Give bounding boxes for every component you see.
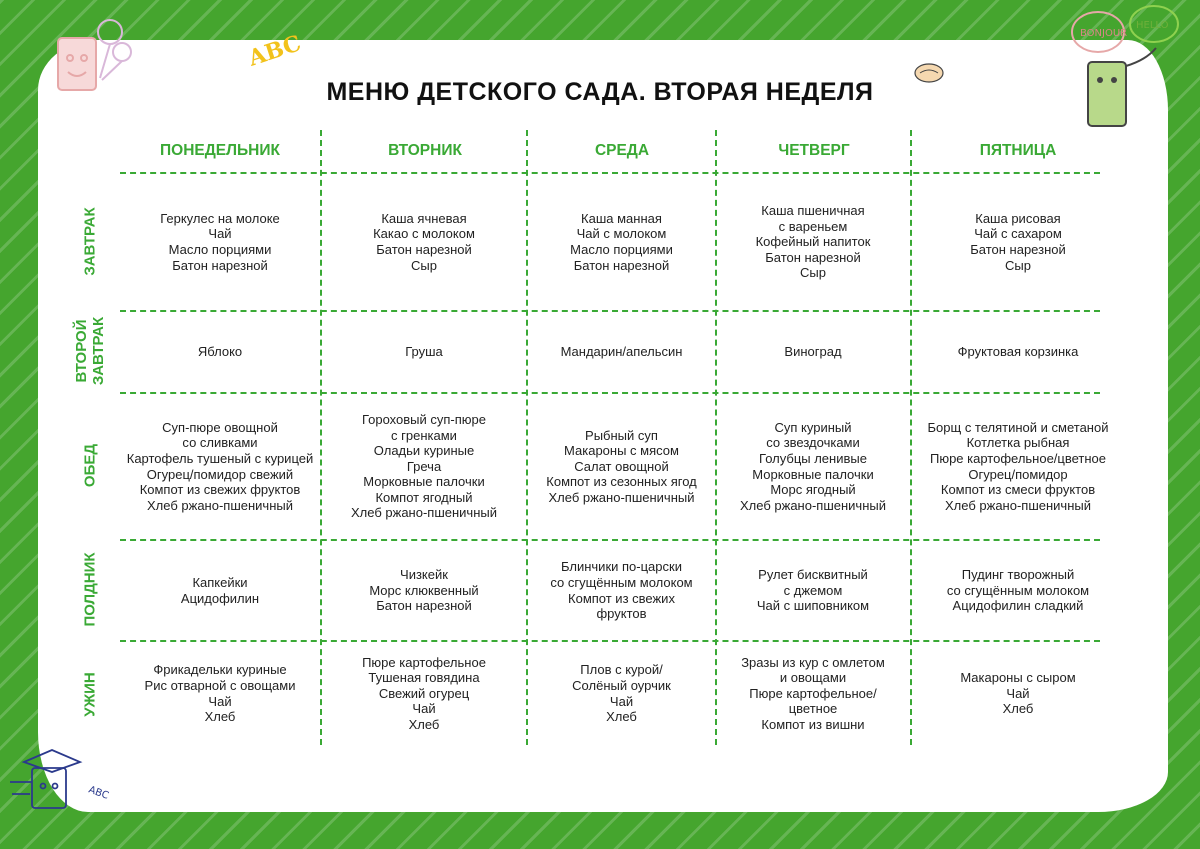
menu-item: Масло порциями	[168, 242, 272, 257]
menu-item: Чай	[208, 226, 232, 242]
menu-item: Ацидофилин сладкий	[952, 598, 1084, 614]
menu-item: Чай	[609, 693, 634, 709]
menu-item-list	[362, 655, 486, 733]
menu-item: Хлеб ржано-пшеничный	[548, 489, 695, 505]
abc-doodle: ABC	[245, 30, 305, 72]
menu-item-list	[160, 211, 280, 273]
menu-item: Чай	[412, 701, 436, 717]
menu-item: Кофейный напиток	[755, 234, 871, 250]
meal-label-line: УЖИН	[81, 672, 99, 717]
menu-item: Чай с молоком	[576, 226, 667, 242]
menu-item: Ацидофилин	[180, 590, 260, 606]
menu-item: Виноград	[784, 344, 842, 360]
menu-item-list	[958, 344, 1079, 360]
menu-item: Хлеб ржано-пшеничный	[147, 497, 293, 513]
menu-item: Чай с сахаром	[974, 226, 1062, 242]
menu-cell-lunch-thursday	[716, 394, 910, 539]
menu-cell-lunch-friday	[912, 394, 1124, 539]
menu-item-list	[757, 567, 869, 614]
menu-item: Хлеб ржано-пшеничный	[945, 497, 1091, 513]
menu-item: Батон нарезной	[376, 242, 472, 257]
menu-item: Зразы из кур с омлетом	[741, 654, 885, 670]
menu-item: Плов с курой/	[580, 662, 663, 678]
menu-item: с вареньем	[778, 218, 848, 234]
menu-item: Пюре картофельное/	[749, 685, 877, 701]
menu-item: фруктов	[596, 606, 647, 622]
menu-cell-dinner-thursday	[716, 642, 910, 745]
menu-item: Суп куриный	[774, 419, 852, 435]
menu-cell-breakfast-friday	[912, 174, 1124, 310]
menu-item: цветное	[788, 701, 838, 717]
menu-item-list	[145, 662, 296, 724]
menu-item: Тушеная говядина	[368, 670, 480, 686]
menu-item: Голубцы ленивые	[759, 450, 867, 466]
menu-item: с гренками	[391, 427, 457, 443]
menu-item-list	[572, 662, 671, 724]
menu-cell-snack-friday	[912, 541, 1124, 640]
menu-item: Морковные палочки	[752, 466, 874, 482]
menu-cell-second-breakfast-thursday	[716, 312, 910, 392]
menu-item-list	[740, 420, 886, 514]
menu-item: Фруктовая корзинка	[957, 344, 1079, 360]
menu-cell-snack-tuesday	[322, 541, 526, 640]
menu-cell-dinner-friday	[912, 642, 1124, 745]
menu-item-list	[351, 412, 497, 521]
menu-item-list	[561, 344, 683, 360]
menu-item: Греча	[406, 458, 442, 474]
menu-item: Огурец/помидор	[968, 466, 1068, 482]
bubble-text-bonjour: BONJOUR	[1080, 28, 1128, 39]
menu-item: со звездочками	[766, 435, 860, 451]
menu-item: Компот из вишни	[761, 716, 865, 732]
menu-cell-second-breakfast-monday	[120, 312, 320, 392]
menu-item: Каша манная	[581, 210, 662, 226]
menu-item: Хлеб	[606, 709, 637, 725]
speech-bubbles-icon	[1066, 2, 1196, 142]
meal-label-snack	[82, 530, 99, 650]
menu-item-list	[373, 211, 475, 273]
menu-item: Батон нарезной	[573, 257, 670, 273]
menu-item: Блинчики по-царски	[561, 559, 682, 575]
menu-cell-snack-monday	[120, 541, 320, 640]
menu-item: Батон нарезной	[765, 249, 861, 265]
menu-item: Пудинг творожный	[961, 567, 1075, 583]
menu-item-list	[198, 344, 242, 360]
menu-item: Чай	[1006, 685, 1030, 701]
menu-item: Макароны с сыром	[960, 670, 1076, 686]
menu-item: и овощами	[779, 670, 847, 686]
menu-item-list	[369, 567, 478, 614]
menu-item: Яблоко	[197, 344, 243, 360]
menu-item: Груша	[405, 344, 443, 360]
bubble-text-hello: HELLO	[1136, 20, 1169, 31]
menu-item: Рулет бисквитный	[758, 567, 868, 583]
menu-item-list	[181, 575, 259, 606]
menu-item: Суп-пюре овощной	[162, 419, 278, 435]
menu-item: Рис отварной с овощами	[144, 677, 296, 693]
menu-cell-second-breakfast-wednesday	[528, 312, 715, 392]
menu-item: Морковные палочки	[363, 474, 485, 490]
menu-item: Капкейки	[192, 574, 248, 590]
menu-item: Котлетка рыбная	[966, 435, 1070, 451]
menu-item: Компот из свежих	[568, 590, 675, 606]
menu-item: Хлеб	[1002, 701, 1034, 717]
meal-label-line: ЗАВТРАК	[90, 316, 107, 386]
menu-item: Морс клюквенный	[369, 582, 479, 598]
menu-item: со сгущённым молоком	[946, 582, 1090, 598]
menu-cell-lunch-wednesday	[528, 394, 715, 539]
meal-label-line: ВТОРОЙ	[73, 319, 90, 383]
menu-item: с джемом	[783, 582, 843, 598]
menu-item: Какао с молоком	[373, 226, 475, 242]
menu-item: Чай	[208, 693, 232, 709]
menu-item-list	[928, 420, 1109, 514]
menu-item-list	[784, 344, 841, 360]
menu-item-list	[546, 428, 696, 506]
menu-item: Каша ячневая	[381, 210, 467, 226]
day-header-wednesday: СРЕДА	[594, 142, 650, 159]
menu-item: Чизкейк	[400, 567, 448, 583]
menu-item: Хлеб ржано-пшеничный	[740, 497, 886, 513]
menu-cell-breakfast-monday	[120, 174, 320, 310]
menu-item: со сливками	[182, 435, 258, 451]
page-title: МЕНЮ ДЕТСКОГО САДА. ВТОРАЯ НЕДЕЛЯ	[326, 78, 874, 106]
meal-label-line: ЗАВТРАК	[81, 207, 99, 276]
day-header-tuesday: ВТОРНИК	[388, 142, 462, 159]
meal-label-dinner	[82, 635, 99, 755]
menu-cell-dinner-tuesday	[322, 642, 526, 745]
day-header-monday: ПОНЕДЕЛЬНИК	[160, 142, 280, 159]
menu-cell-breakfast-thursday	[716, 174, 910, 310]
menu-cell-lunch-monday	[120, 394, 320, 539]
menu-item: Сыр	[411, 257, 437, 273]
day-header-friday: ПЯТНИЦА	[979, 142, 1057, 159]
menu-cell-dinner-monday	[120, 642, 320, 745]
menu-item: Компот ягодный	[375, 489, 473, 505]
menu-cell-lunch-tuesday	[322, 394, 526, 539]
menu-item: Сыр	[1005, 257, 1031, 273]
meal-label-line: ПОЛДНИК	[81, 552, 99, 627]
menu-cell-snack-wednesday	[528, 541, 715, 640]
menu-cell-breakfast-wednesday	[528, 174, 715, 310]
menu-cell-dinner-wednesday	[528, 642, 715, 745]
menu-item: Масло порциями	[570, 242, 673, 257]
menu-item: Хлеб	[204, 709, 236, 725]
menu-item: Пюре картофельное/цветное	[929, 450, 1107, 466]
menu-cell-second-breakfast-friday	[912, 312, 1124, 392]
menu-item: Морс ягодный	[770, 482, 856, 498]
menu-item: Мандарин/апельсин	[560, 344, 683, 360]
menu-item-list	[405, 344, 443, 360]
menu-item: Хлеб ржано-пшеничный	[351, 505, 497, 521]
menu-item-list	[756, 203, 871, 281]
meal-label-line: ОБЕД	[81, 443, 99, 488]
menu-item: Каша рисовая	[975, 210, 1061, 226]
day-header-thursday: ЧЕТВЕРГ	[778, 142, 850, 159]
meal-label-lunch	[82, 406, 99, 526]
menu-item: Батон нарезной	[376, 598, 472, 614]
menu-item: Батон нарезной	[172, 257, 268, 273]
bottom-abc-text: ABC	[86, 784, 111, 802]
menu-item: Свежий огурец	[378, 685, 470, 701]
menu-item: Геркулес на молоке	[160, 210, 280, 226]
meal-label-breakfast	[82, 182, 99, 302]
menu-item: Картофель тушеный с курицей	[126, 450, 314, 466]
menu-item-list	[970, 211, 1066, 273]
menu-item: Борщ с телятиной и сметаной	[927, 419, 1109, 435]
menu-item-list	[550, 559, 692, 621]
menu-item: Компот из смеси фруктов	[940, 482, 1096, 498]
menu-item: Компот из сезонных ягод	[546, 474, 697, 490]
menu-item: Сыр	[800, 265, 826, 281]
menu-item: Салат овощной	[574, 458, 669, 474]
menu-item: Компот из свежих фруктов	[139, 482, 301, 498]
menu-item: Чай с шиповником	[756, 598, 870, 614]
menu-item: Батон нарезной	[970, 242, 1066, 257]
menu-item: Каша пшеничная	[761, 203, 865, 219]
menu-cell-breakfast-tuesday	[322, 174, 526, 310]
menu-item: Огурец/помидор свежий	[146, 466, 294, 482]
menu-item-list	[960, 670, 1075, 717]
menu-cell-snack-thursday	[716, 541, 910, 640]
menu-item: Пюре картофельное	[362, 654, 486, 670]
menu-item: Рыбный суп	[585, 427, 658, 443]
menu-item-list	[947, 567, 1089, 614]
menu-item: со сгущённым молоком	[550, 574, 693, 590]
menu-item: Оладьи куриные	[373, 443, 475, 459]
menu-item: Фрикадельки куриные	[153, 662, 287, 678]
menu-item-list	[570, 211, 673, 273]
menu-item-list	[127, 420, 314, 514]
menu-item: Гороховый суп-пюре	[361, 411, 487, 427]
menu-item: Солёный оурчик	[572, 677, 671, 693]
menu-item: Макароны с мясом	[564, 443, 679, 459]
menu-item: Хлеб	[408, 716, 440, 732]
menu-item-list	[741, 655, 885, 733]
meal-label-second-breakfast	[73, 291, 107, 411]
menu-cell-second-breakfast-tuesday	[322, 312, 526, 392]
